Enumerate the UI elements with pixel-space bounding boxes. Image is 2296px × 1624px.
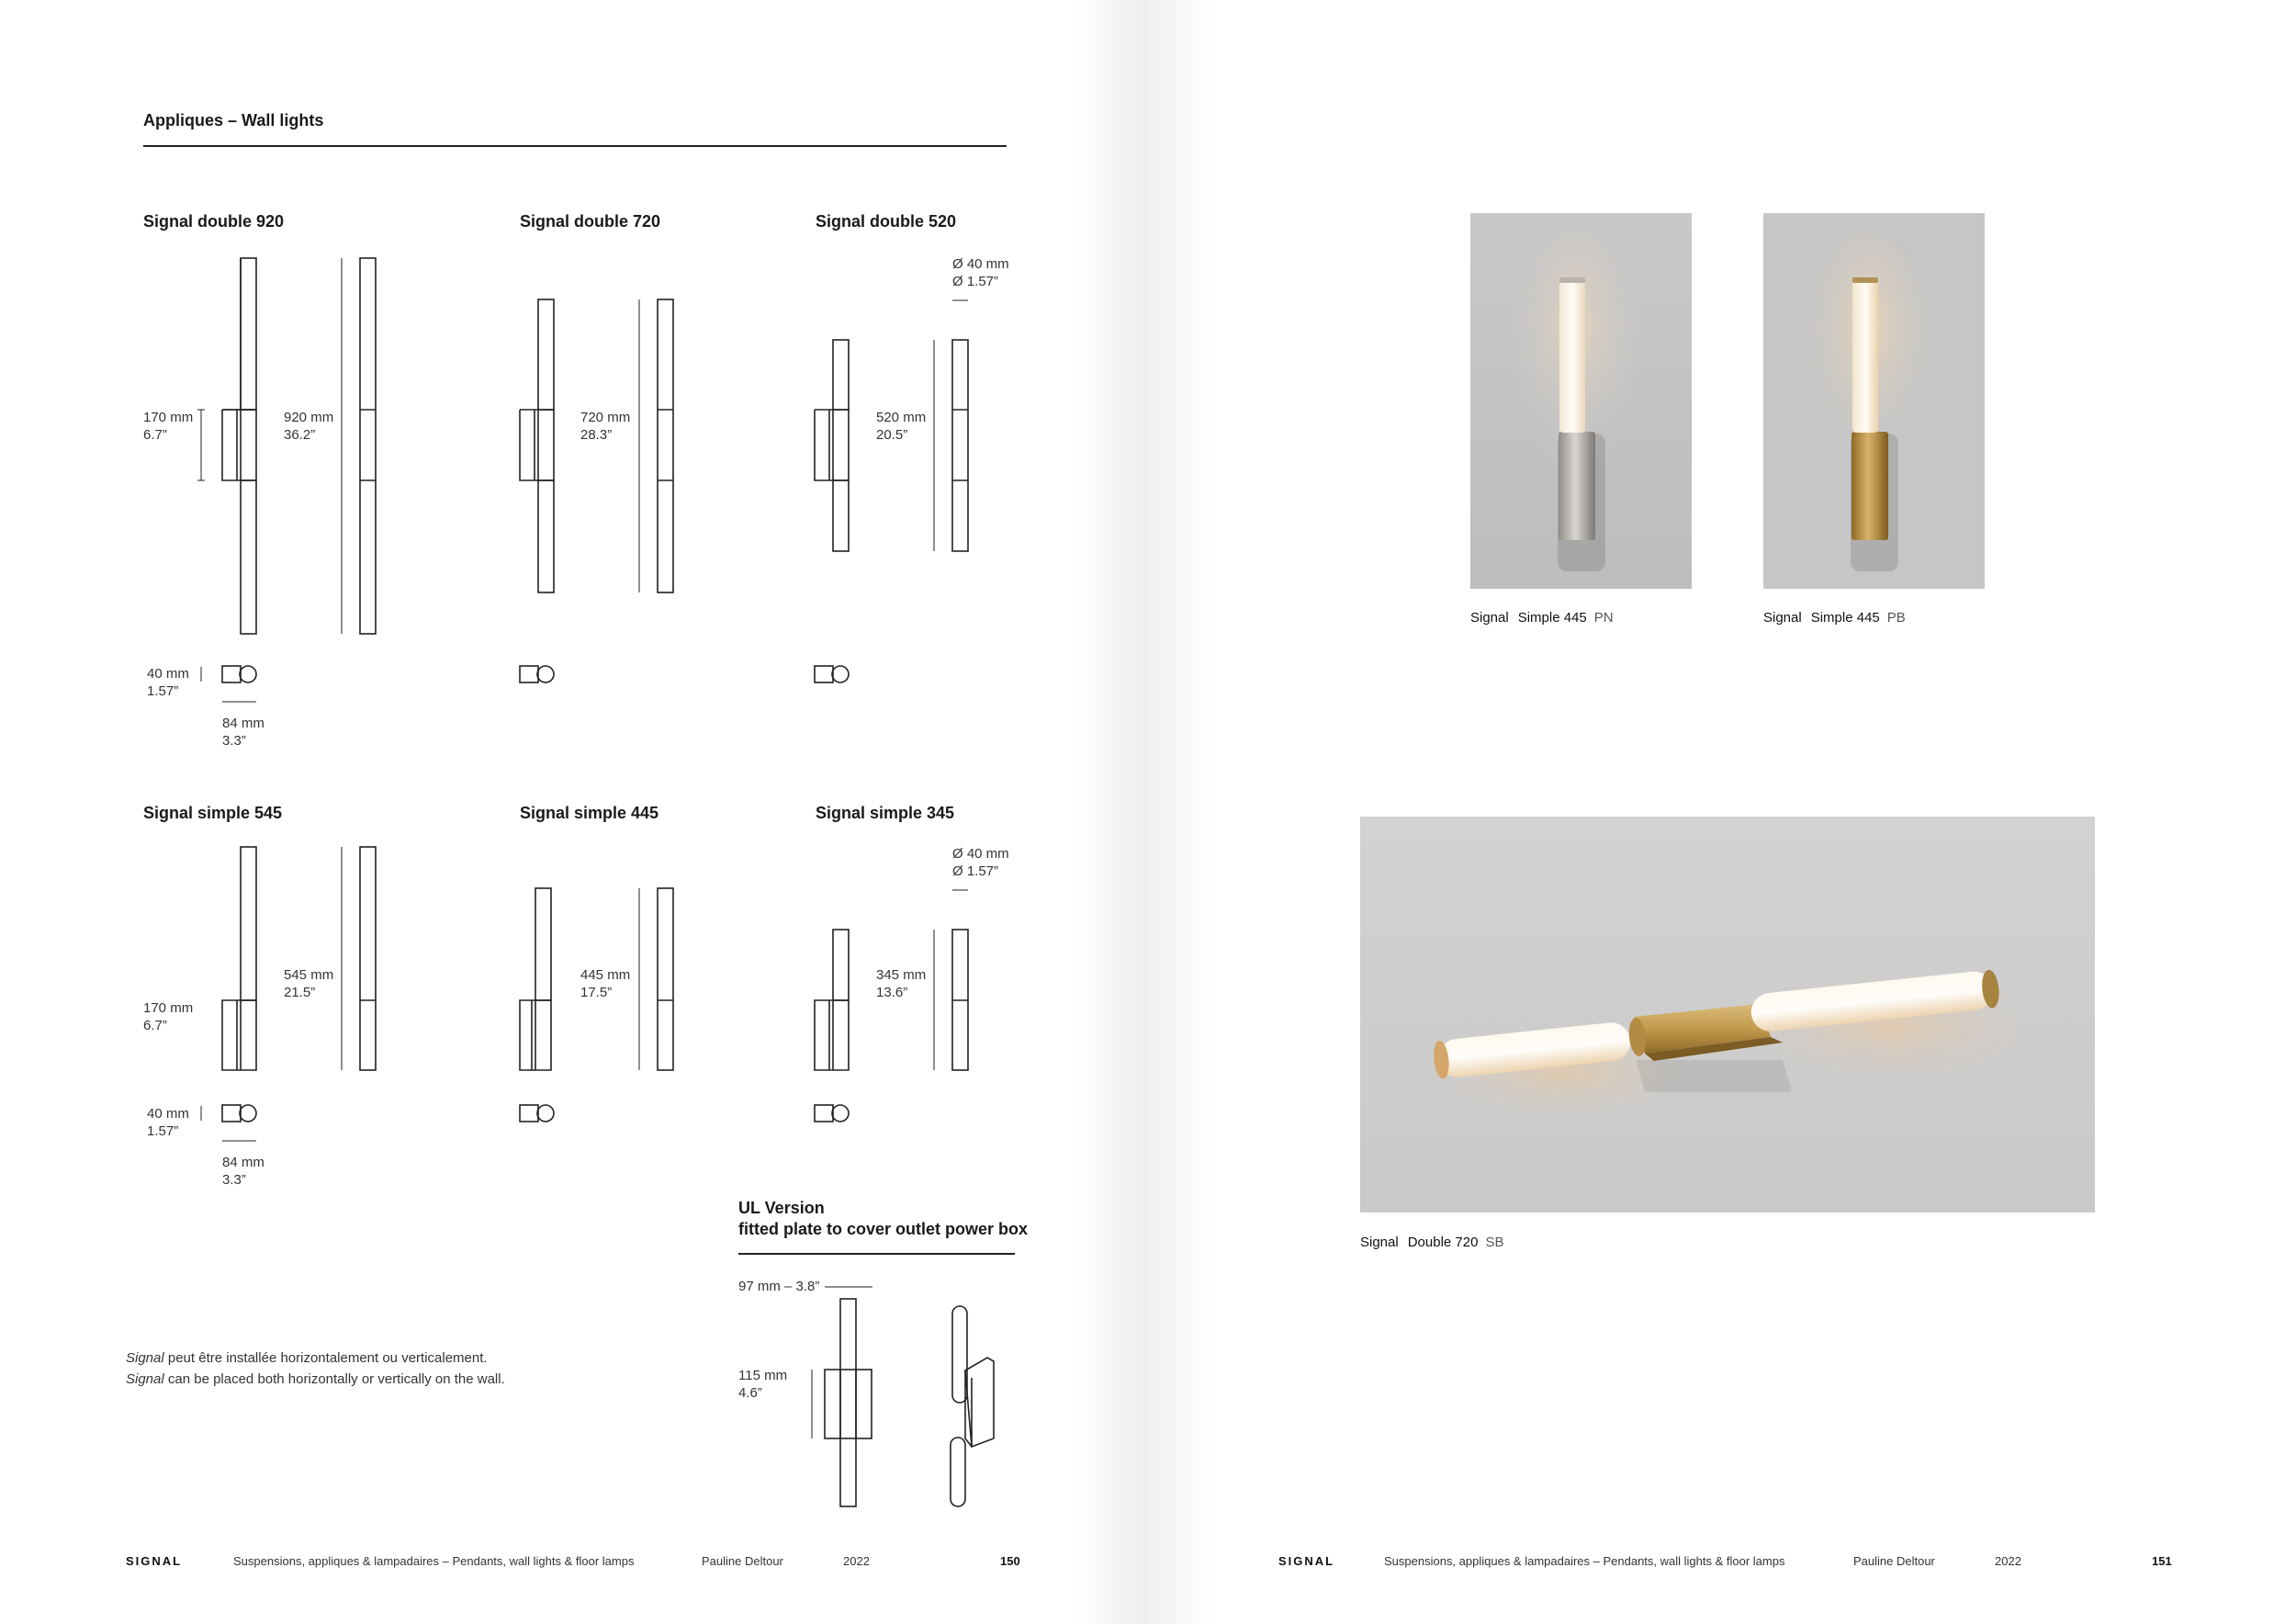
product-title-simple-345: Signal simple 345 (816, 804, 955, 822)
dim-depth-920: 40 mm 1.57” (147, 666, 189, 699)
dim-height-345: 345 mm 13.6” (876, 967, 927, 1000)
footer-author: Pauline Deltour (702, 1554, 783, 1568)
dim-height-520: 520 mm 20.5” (876, 410, 927, 443)
section-title: Appliques – Wall lights (143, 111, 324, 130)
caption-simple-445-pn: Signal Simple 445 PN (1470, 610, 1614, 626)
footer-page-number: 150 (1000, 1554, 1020, 1568)
dim-diameter-345: Ø 40 mm Ø 1.57” (952, 846, 1009, 879)
dim-width-920: 84 mm 3.3” (222, 716, 264, 749)
footer-desc: Suspensions, appliques & lampadaires – Pendants, wall lights & floor lamps (233, 1554, 635, 1568)
dim-width-545: 84 mm 3.3” (222, 1155, 264, 1188)
ul-title-line2: fitted plate to cover outlet power box (738, 1220, 1029, 1238)
dim-height-720: 720 mm 28.3” (580, 410, 631, 443)
dim-height-920: 920 mm 36.2” (284, 410, 334, 443)
footer-desc: Suspensions, appliques & lampadaires – Pendants, wall lights & floor lamps (1384, 1554, 1785, 1568)
orientation-note (126, 1348, 505, 1390)
note-fr: Signal peut être installée horizontalement ou verticalement. (126, 1350, 488, 1366)
ul-title-line1: UL Version (738, 1199, 825, 1217)
product-title-double-720: Signal double 720 (520, 212, 661, 231)
ul-dim-height: 115 mm 4.6” (738, 1368, 788, 1401)
photo-simple-445-pn (1470, 213, 1692, 589)
footer-year: 2022 (1995, 1554, 2021, 1568)
footer-brand: SIGNAL (126, 1554, 183, 1568)
photo-double-720-sb (1360, 817, 2095, 1212)
dim-depth-545: 40 mm 1.57” (147, 1106, 189, 1139)
dim-height-445: 445 mm 17.5” (580, 967, 631, 1000)
product-title-double-520: Signal double 520 (816, 212, 957, 231)
ul-dim-width: 97 mm – 3.8” (738, 1279, 820, 1294)
footer-year: 2022 (843, 1554, 870, 1568)
dim-diameter-520: Ø 40 mm Ø 1.57” (952, 256, 1009, 289)
dim-height-545: 545 mm 21.5” (284, 967, 334, 1000)
photo-simple-445-pb (1763, 213, 1985, 589)
gutter-shadow (1148, 0, 1212, 1624)
note-en: Signal can be placed both horizontally or vertically on the wall. (126, 1371, 505, 1387)
footer-brand: SIGNAL (1278, 1554, 1335, 1568)
product-title-simple-545: Signal simple 545 (143, 804, 283, 822)
caption-simple-445-pb: Signal Simple 445 PB (1763, 610, 1906, 626)
product-title-simple-445: Signal simple 445 (520, 804, 659, 822)
footer-page-number: 151 (2152, 1554, 2172, 1568)
caption-double-720-sb: Signal Double 720 SB (1360, 1235, 1504, 1250)
footer-author: Pauline Deltour (1853, 1554, 1935, 1568)
product-title-double-920: Signal double 920 (143, 212, 285, 231)
dim-plate-545: 170 mm 6.7” (143, 1000, 194, 1033)
dim-plate-920: 170 mm 6.7” (143, 410, 194, 443)
right-page (1148, 0, 2296, 1624)
